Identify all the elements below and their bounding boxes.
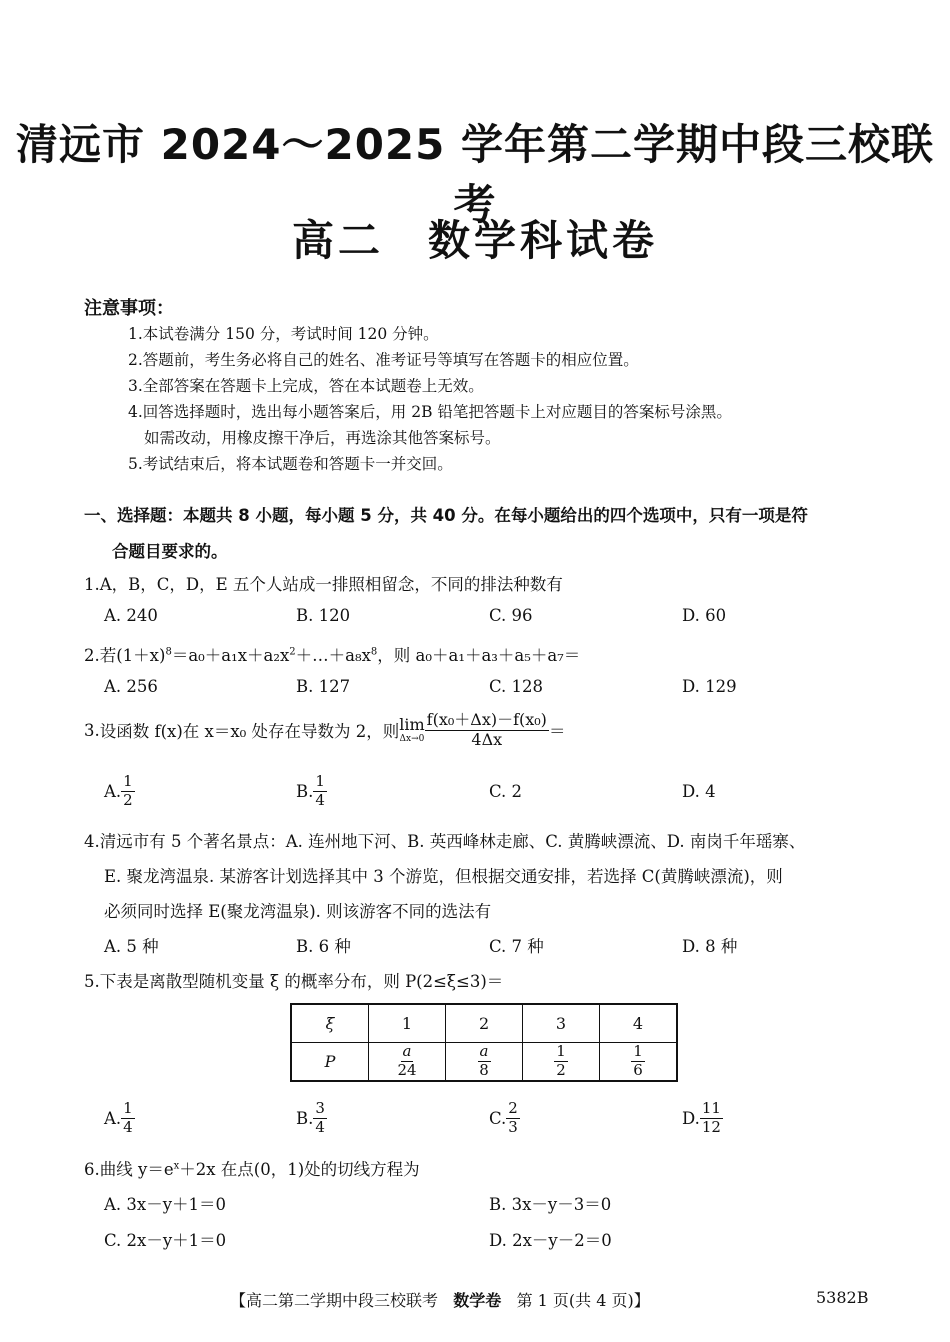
fraction-numerator: a	[479, 1042, 489, 1061]
question-text: 清远市有 5 个著名景点：A. 连州地下河、B. 英西峰林走廊、C. 黄腾峡漂流、D. 南岗千年瑶寨、	[99, 832, 806, 851]
limit-operator	[399, 714, 425, 744]
question-number: 6.	[84, 1160, 100, 1179]
option-b	[296, 1101, 327, 1136]
fraction-denominator: 12	[701, 1117, 721, 1136]
option-label: D.	[682, 1108, 700, 1128]
option-c: C. 2	[489, 782, 523, 801]
option-d: D. 4	[682, 782, 716, 801]
option-a: A. 240	[104, 606, 158, 625]
question-1	[84, 571, 563, 595]
option-c: C. 7 种	[489, 937, 544, 956]
page-footer	[230, 1288, 650, 1311]
question-6	[84, 1156, 420, 1180]
option-c	[489, 1101, 520, 1136]
fraction-numerator: 3	[315, 1099, 325, 1117]
question-text: 若(1＋x)	[99, 646, 166, 665]
question-5	[84, 968, 503, 992]
option-b	[296, 774, 327, 809]
limit-word: lim	[399, 714, 425, 734]
question-text: ，则 a₀＋a₁＋a₃＋a₅＋a₇＝	[377, 646, 581, 665]
question-text: 下表是离散型随机变量 ξ 的概率分布，则 P(2≤ξ≤3)＝	[99, 972, 504, 991]
section-heading-continued: 合题目要求的。	[112, 542, 228, 561]
option-a: A. 3x－y＋1＝0	[104, 1195, 227, 1214]
question-text: 曲线 y＝e	[99, 1160, 174, 1179]
question-3	[84, 712, 565, 749]
table-cell: 1	[368, 1004, 445, 1043]
probability-table	[290, 1003, 678, 1082]
option-fraction	[506, 1101, 520, 1136]
exponent: 8	[165, 646, 172, 658]
fraction-denominator: 8	[479, 1061, 489, 1079]
table-cell: 2	[446, 1004, 523, 1043]
question-4-line-2: E. 聚龙湾温泉. 某游客计划选择其中 3 个游览，但根据交通安排，若选择 C(黄腾峡漂流)，则	[104, 867, 783, 886]
fraction-denominator: 2	[123, 790, 133, 809]
question-text: ＝a₀＋a₁x＋a₂x	[171, 646, 290, 665]
option-label: A.	[104, 781, 122, 801]
option-c: C. 96	[489, 606, 533, 625]
option-fraction	[313, 774, 327, 809]
fraction-numerator: 2	[508, 1099, 518, 1117]
fraction-denominator: 3	[508, 1117, 518, 1136]
exam-subtitle	[0, 208, 950, 268]
question-text: A，B，C，D，E 五个人站成一排照相留念，不同的排法种数有	[99, 575, 563, 594]
question-text: ＋…＋a₈x	[295, 646, 371, 665]
option-c: C. 128	[489, 677, 544, 696]
option-label: C.	[489, 1108, 507, 1128]
table-row	[291, 1043, 677, 1082]
option-d: D. 60	[682, 606, 727, 625]
fraction-numerator: 1	[556, 1042, 566, 1061]
question-4	[84, 828, 805, 852]
table-cell	[368, 1043, 445, 1082]
fraction-numerator: 11	[701, 1099, 721, 1117]
exponent: 8	[370, 646, 378, 658]
footer-exam-name: 【高二第二学期中段三校联考	[230, 1291, 439, 1310]
notice-item: 1.本试卷满分 150 分，考试时间 120 分钟。	[128, 325, 439, 343]
option-label: B.	[296, 781, 314, 801]
cell-fraction	[554, 1044, 568, 1079]
option-fraction	[121, 774, 135, 809]
option-b: B. 127	[296, 677, 351, 696]
option-label: A.	[104, 1108, 122, 1128]
question-number: 1.	[84, 575, 100, 594]
table-cell: P	[291, 1043, 368, 1082]
option-d	[682, 1101, 723, 1136]
option-c: C. 2x－y＋1＝0	[104, 1231, 227, 1250]
fraction-numerator: 1	[315, 772, 325, 790]
option-d: D. 8 种	[682, 937, 738, 956]
table-cell: ξ	[291, 1004, 368, 1043]
exponent: x	[173, 1160, 180, 1172]
limit-subscript: Δx→0	[399, 733, 425, 744]
fraction-denominator: 4	[315, 790, 325, 809]
notice-item: 2.答题前，考生务必将自己的姓名、准考证号等填写在答题卡的相应位置。	[128, 351, 639, 369]
fraction-denominator: 4	[123, 1117, 133, 1136]
option-a: A. 5 种	[104, 937, 159, 956]
limit-fraction	[425, 712, 549, 749]
fraction-numerator: a	[402, 1042, 412, 1061]
table-cell	[446, 1043, 523, 1082]
cell-fraction	[477, 1044, 491, 1079]
fraction-denominator: 4Δx	[471, 729, 503, 749]
cell-fraction	[395, 1044, 418, 1079]
option-a	[104, 1101, 135, 1136]
footer-subject: 数学卷	[453, 1291, 502, 1310]
option-fraction	[313, 1101, 327, 1136]
option-label: B.	[296, 1108, 314, 1128]
option-a	[104, 774, 135, 809]
fraction-denominator: 24	[397, 1061, 417, 1079]
footer-code: 5382B	[816, 1288, 869, 1307]
question-text: ＝	[548, 722, 566, 742]
question-number: 5.	[84, 972, 100, 991]
question-4-line-3: 必须同时选择 E(聚龙湾温泉). 则该游客不同的选法有	[104, 902, 492, 921]
fraction-denominator: 6	[633, 1061, 643, 1079]
option-d: D. 2x－y－2＝0	[489, 1231, 612, 1250]
option-d: D. 129	[682, 677, 737, 696]
notice-item: 5.考试结束后，将本试题卷和答题卡一并交回。	[128, 455, 453, 473]
question-number: 3.	[84, 720, 100, 740]
notice-heading: 注意事项：	[84, 298, 174, 319]
option-b: B. 3x－y－3＝0	[489, 1195, 612, 1214]
cell-fraction	[631, 1044, 645, 1079]
subject-label: 数学科试卷	[428, 216, 659, 265]
option-b: B. 6 种	[296, 937, 351, 956]
footer-page-number: 第 1 页(共 4 页)】	[516, 1291, 650, 1310]
exam-title: 清远市 2024～2025 学年第二学期中段三校联考	[15, 120, 935, 229]
table-row	[291, 1004, 677, 1043]
fraction-numerator: 1	[633, 1042, 643, 1061]
section-heading: 一、选择题：本题共 8 小题，每小题 5 分，共 40 分。在每小题给出的四个选项中，只有一项是符	[84, 506, 808, 525]
grade-label: 高二	[291, 216, 384, 265]
notice-item: 4.回答选择题时，选出每小题答案后，用 2B 铅笔把答题卡上对应题目的答案标号涂黑。	[128, 403, 732, 421]
table-cell	[523, 1043, 600, 1082]
table-cell: 4	[599, 1004, 677, 1043]
option-a: A. 256	[104, 677, 158, 696]
table-cell: 3	[523, 1004, 600, 1043]
option-fraction	[700, 1101, 723, 1136]
notice-item: 3.全部答案在答题卡上完成，答在本试题卷上无效。	[128, 377, 484, 395]
fraction-numerator: f(x₀＋Δx)－f(x₀)	[426, 710, 547, 729]
fraction-numerator: 1	[123, 772, 133, 790]
question-number: 2.	[84, 646, 100, 665]
option-b: B. 120	[296, 606, 351, 625]
fraction-denominator: 2	[556, 1061, 566, 1079]
notice-item-continued: 如需改动，用橡皮擦干净后，再选涂其他答案标号。	[144, 429, 501, 447]
exponent: 2	[289, 646, 296, 658]
fraction-numerator: 1	[123, 1099, 133, 1117]
question-text: 设函数 f(x)在 x＝x₀ 处存在导数为 2，则	[99, 722, 400, 742]
fraction-denominator: 4	[315, 1117, 325, 1136]
question-number: 4.	[84, 832, 100, 851]
option-fraction	[121, 1101, 135, 1136]
table-cell	[599, 1043, 677, 1082]
question-text: ＋2x 在点(0，1)处的切线方程为	[179, 1160, 420, 1179]
question-2	[84, 642, 580, 666]
